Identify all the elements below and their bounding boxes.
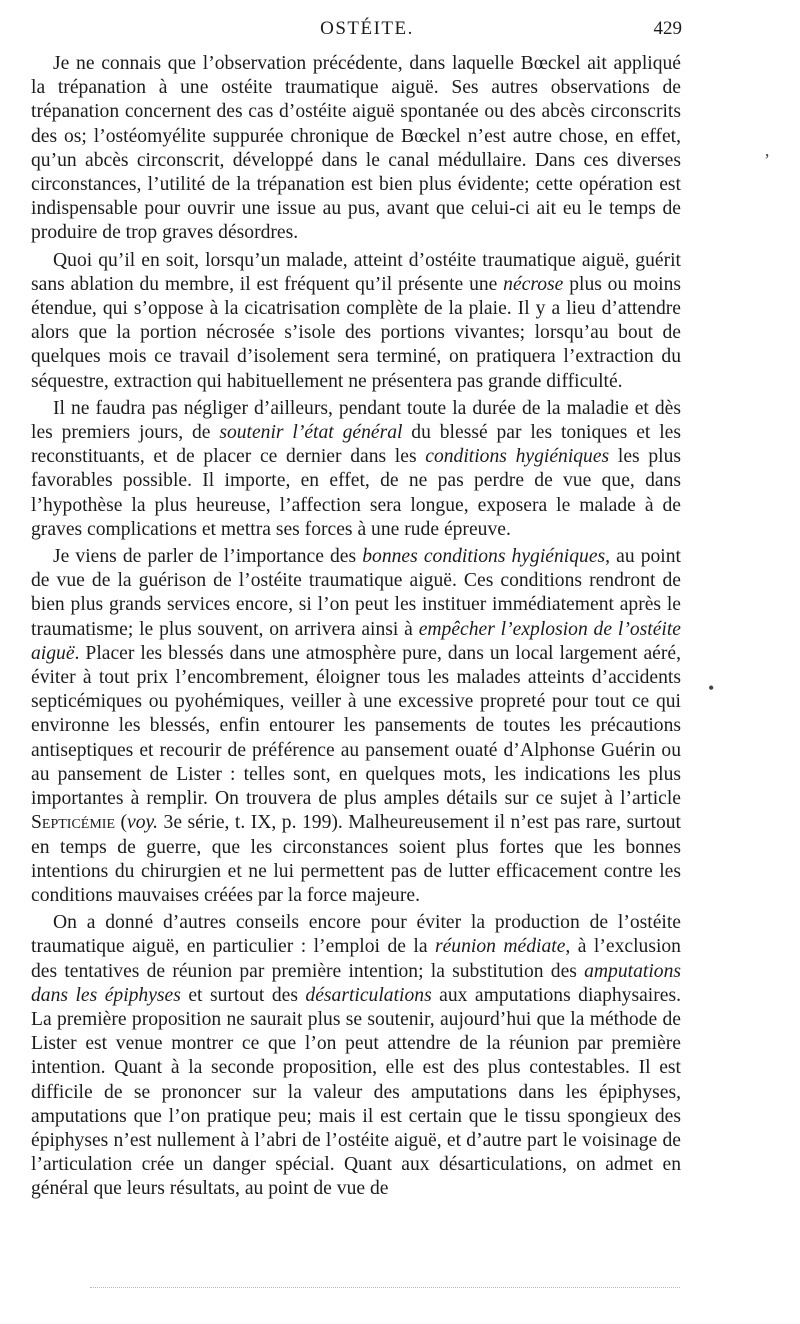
text-run: aux amputations diaphysaires. La première proposition ne saurait plus se soutenir, aujourd’hui que la méthode de Lister est venue montrer ce que l’on peut attendre de la réunion par première intention. Quant à la seconde proposition, elle est des plus contestables. Il est difficile de se prononcer sur la valeur des amputations dans les épiphyses, amputations que l’on pratique peu; mais il est certain que le tissu spongieux des épiphyses n’est nullement à l’abri de l’ostéite aiguë, et d’autre part le voisinage de l’articulation crée un danger spécial. Quant aux désarticulations, on admet en général que leurs résultats, au point de vue de	[31, 984, 681, 1200]
italic-text: bonnes conditions hygiéniques	[362, 546, 606, 568]
text-run: plus ou moins étendue, qui s’oppose à la cicatrisation complète de la plaie. Il y a lieu d’attendre alors que la portion nécrosée s’isole des portions vivantes; lorsqu’au bout de quelques mois ce travail d’isolement sera terminé, on pratiquera l’extraction du séquestre, extraction qui habituellement ne présentera pas grande difficulté.	[31, 273, 681, 392]
page-number: 429	[653, 18, 682, 39]
italic-text: réunion médiate	[434, 936, 566, 958]
paragraph	[31, 911, 681, 1201]
italic-text: amputations dans les épiphyses	[31, 960, 681, 1006]
text-run: (	[115, 812, 128, 834]
text-run: les plus favorables possible. Il importe, en effet, de ne pas perdre de vue que, dans l’hypothèse la plus heureuse, l’affection sera longue, exposera le malade à de graves complications et mettra ses forces à une rude épreuve.	[31, 446, 681, 540]
footer-smudge	[90, 1287, 680, 1290]
running-title: OSTÉITE.	[320, 18, 414, 39]
text-run: Il ne faudra pas négliger d’ailleurs, pendant toute la durée de la maladie et dès les premiers jours, de	[31, 397, 681, 444]
margin-mark: ’	[764, 150, 770, 170]
body-text	[31, 52, 681, 1205]
text-run: du blessé par les toniques et les reconstituants, et de placer ce dernier dans les	[31, 422, 681, 468]
paragraph	[31, 397, 681, 542]
text-run: On a donné d’autres conseils encore pour éviter la production de l’ostéite traumatique aiguë, en particulier : l’emploi de la	[31, 912, 681, 958]
italic-text: nécrose	[503, 273, 564, 295]
text-run: et surtout des	[180, 984, 306, 1006]
italic-text: soutenir l’état général	[219, 422, 403, 444]
text-run: Je viens de parler de l’importance des	[53, 546, 363, 568]
paragraph	[31, 249, 681, 394]
text-run: Quoi qu’il en soit, lorsqu’un malade, atteint d’ostéite traumatique aiguë, guérit sans ablation du membre, il est fréquent qu’il présente une	[31, 249, 681, 295]
margin-mark: •	[708, 678, 715, 698]
text-run: . Placer les blessés dans une atmosphère pure, dans un local largement aéré, éviter à tout prix l’encombrement, éloigner tous les malades atteints d’accidents septicémiques ou pyohémiques, veiller à une excessive propreté pour tout ce qui environne les blessés, enfin entourer les pansements de toutes les précautions antiseptiques et recourir de préférence au pansement ouaté d’Alphonse Guérin ou au pansement de Lister : telles sont, en quelques mots, les indications les plus importantes à remplir. On trouvera de plus amples détails sur ce sujet à l’article	[31, 642, 681, 810]
italic-text: voy.	[127, 812, 159, 834]
italic-text: désarticulations	[305, 984, 432, 1006]
paragraph	[31, 545, 681, 908]
text-run: , à l’exclusion des tentatives de réunion par première intention; la substitution des	[31, 936, 681, 982]
text-run: Je ne connais que l’observation précédente, dans laquelle Bœckel ait appliqué la trépanation à une ostéite traumatique aiguë. Ses autres observations de trépanation concernent des cas d’ostéite aiguë spontanée ou des abcès circonscrits des os; l’ostéomyélite suppurée chronique de Bœckel n’est autre chose, en effet, qu’un abcès circonscrit, développé dans le canal médullaire. Dans ces diverses circonstances, l’utilité de la trépanation est bien plus évidente; cette opération est indispensable pour ouvrir une issue au pus, avant que celui-ci ait eu le temps de produire de trop graves désordres.	[31, 53, 681, 244]
small-caps-text: Septicémie	[31, 812, 116, 834]
text-run: , au point de vue de la guérison de l’ostéite traumatique aiguë. Ces conditions rendront de bien plus grands services encore, si l’on peut les instituer immédiatement après le traumatisme; le plus souvent, on arrivera ainsi à	[31, 546, 681, 640]
italic-text: empêcher l’explosion de l’ostéite aiguë	[31, 618, 681, 664]
paragraph	[31, 52, 681, 246]
running-head	[52, 18, 682, 48]
text-run: 3e série, t. IX, p. 199). Malheureusement il n’est pas rare, surtout en temps de guerre, que les circonstances soient plus fortes que les bonnes intentions du chirurgien et ne lui permettent pas de lutter efficacement contre les conditions mauvaises créées par la force majeure.	[31, 812, 681, 906]
italic-text: conditions hygiéniques	[425, 446, 610, 468]
